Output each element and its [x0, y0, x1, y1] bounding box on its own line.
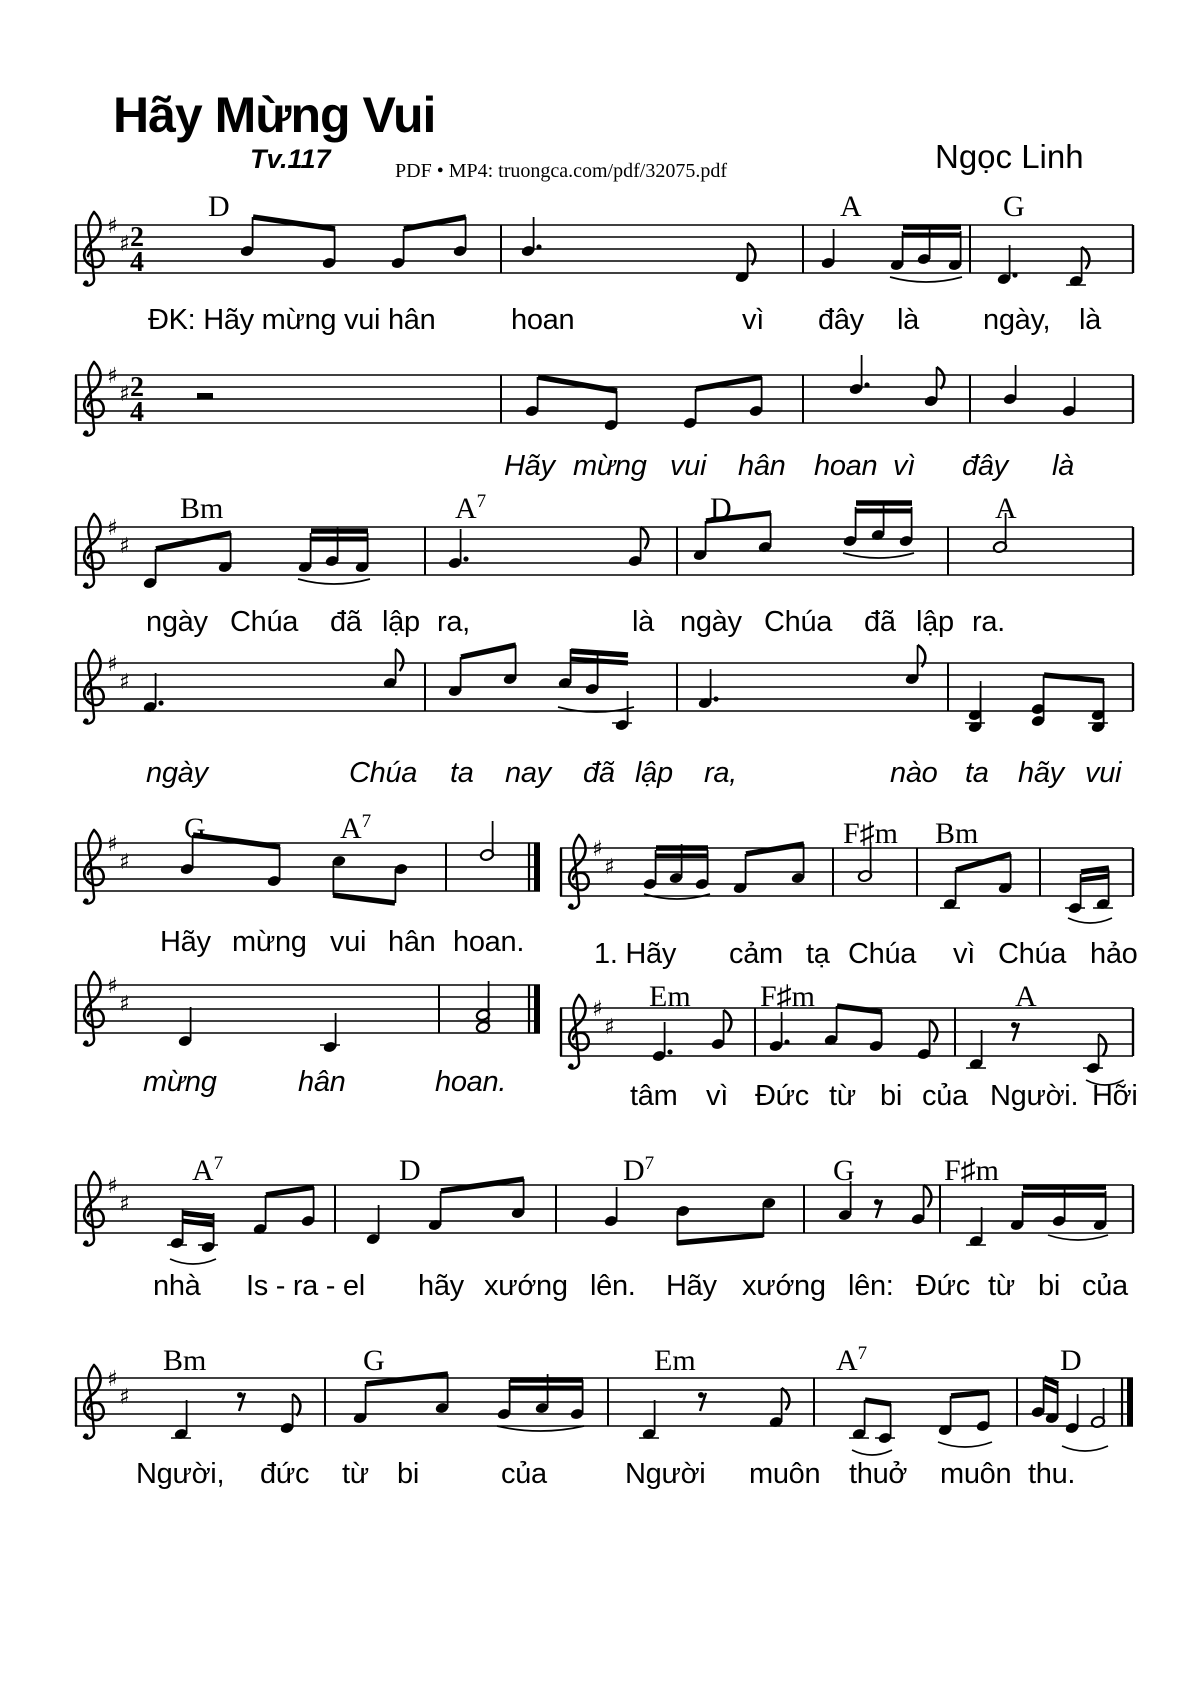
time-signature: 2	[130, 222, 144, 253]
staff	[560, 995, 1133, 1085]
sharp-icon: ♯	[592, 997, 603, 1022]
lyric-word: hãy	[1018, 757, 1064, 789]
sharp-icon: ♯	[592, 837, 603, 862]
chord-label: G	[363, 1344, 385, 1377]
augmentation-dot	[158, 700, 163, 705]
augmentation-dot	[536, 244, 541, 249]
augmentation-dot	[713, 696, 718, 701]
final-barline	[1127, 1378, 1133, 1426]
lyric-word: hân	[738, 450, 786, 482]
lyric-word: vui	[1085, 757, 1122, 789]
chord-label: $A^7$	[455, 491, 487, 525]
lyric-word: vui	[330, 926, 367, 958]
slur	[852, 1450, 892, 1455]
sharp-icon: ♯	[604, 1015, 615, 1040]
treble-clef-icon	[84, 212, 104, 267]
treble-clef-icon	[83, 1240, 88, 1245]
chord-label: $D^7$	[623, 1153, 655, 1187]
chord-label: Em	[649, 980, 691, 1013]
treble-clef-icon	[568, 1063, 573, 1068]
staff	[75, 212, 1133, 287]
chord-label: Bm	[163, 1344, 207, 1377]
lyric-word: nay	[505, 757, 551, 789]
staff	[75, 821, 540, 904]
sharp-icon: ♯	[119, 850, 130, 875]
half-rest	[197, 393, 213, 399]
lyric-word: đức	[260, 1458, 310, 1490]
sharp-icon: ♯	[604, 855, 615, 880]
lyric-word: hãy	[418, 1270, 464, 1302]
lyric-word: từ	[829, 1080, 856, 1112]
chord-label: $A^7$	[836, 1343, 868, 1377]
beam	[956, 854, 1011, 870]
lyric-word: đây	[962, 450, 1008, 482]
eighth-flag	[1099, 1034, 1107, 1056]
lyric-word: Người.	[990, 1080, 1079, 1112]
eighth-flag	[930, 1020, 938, 1042]
augmentation-dot	[463, 556, 468, 561]
lyric-word: là	[897, 304, 919, 336]
chord-label: G	[833, 1154, 855, 1187]
augmentation-dot	[864, 382, 869, 387]
eighth-flag	[782, 1388, 790, 1410]
treble-clef-icon	[83, 430, 88, 435]
eighth-rest	[1011, 1022, 1017, 1028]
chord-label: $A^7$	[340, 811, 372, 845]
staff	[75, 645, 1133, 733]
lyric-word: ngày	[146, 757, 208, 789]
augmentation-dot	[667, 1049, 672, 1054]
beam	[253, 217, 335, 229]
lyric-word: Hỡi	[1092, 1080, 1138, 1112]
slur	[1048, 1235, 1108, 1240]
lyric-word: Đức	[755, 1080, 809, 1112]
pdf-mp4-link-text: PDF • MP4: truongca.com/pdf/32075.pdf	[395, 160, 727, 182]
chord-label: A	[840, 190, 862, 223]
beam	[461, 645, 516, 657]
lyric-word: Chúa	[230, 606, 299, 638]
sharp-icon: ♯	[119, 382, 130, 407]
lyric-word: vì	[893, 450, 915, 482]
beam	[677, 1235, 763, 1243]
treble-clef-icon	[83, 718, 88, 723]
lyric-word: Hãy	[504, 450, 555, 482]
final-barline	[534, 985, 540, 1033]
lyric-word: nào	[890, 757, 938, 789]
slur	[170, 1259, 216, 1264]
lyric-word: lập	[916, 606, 954, 638]
lyric-word: từ	[988, 1270, 1015, 1302]
treble-clef-icon	[84, 650, 104, 705]
sharp-icon: ♯	[107, 364, 118, 389]
lyric-word: là	[632, 606, 654, 638]
eighth-flag	[1082, 247, 1090, 269]
lyric-word: lập	[635, 757, 673, 789]
beam	[1044, 675, 1104, 681]
chord-label: F♯m	[944, 1154, 1000, 1187]
beam	[266, 1187, 314, 1195]
lyric-word: hảo	[1090, 938, 1138, 970]
lyric-word: ra.	[972, 606, 1005, 638]
lyric-word: mừng	[232, 926, 307, 958]
chord-label: A	[995, 492, 1017, 525]
lyric-word: xướng	[742, 1270, 826, 1302]
eighth-flag	[724, 1010, 732, 1032]
lyric-word: Chúa	[349, 757, 418, 789]
eighth-flag	[641, 527, 649, 549]
lyric-word: Is - ra - el	[246, 1270, 365, 1302]
slur	[298, 579, 370, 584]
beam	[193, 835, 280, 847]
lyric-word: xướng	[484, 1270, 568, 1302]
lyric-word: Chúa	[848, 938, 917, 970]
lyric-word: của	[501, 1458, 547, 1490]
sharp-icon: ♯	[119, 1385, 130, 1410]
lyric-word: mừng	[573, 450, 647, 482]
beam	[333, 895, 395, 903]
lyric-word: thu.	[1028, 1458, 1076, 1490]
augmentation-dot	[784, 1039, 789, 1044]
lyric-word: lên.	[590, 1270, 636, 1302]
chord-label: F♯m	[843, 817, 899, 850]
lyric-word: tâm	[630, 1080, 678, 1112]
lyric-word: đã	[864, 606, 896, 638]
lyric-word: mừng	[143, 1066, 217, 1098]
sharp-icon: ♯	[107, 1174, 118, 1199]
lyric-word: tạ	[806, 938, 830, 970]
lyric-word: thuở	[849, 1458, 908, 1490]
beam	[404, 217, 466, 229]
slur	[1062, 1446, 1108, 1451]
lyric-word: bi	[397, 1458, 419, 1490]
sharp-icon: ♯	[107, 1367, 118, 1392]
staff	[75, 355, 1133, 436]
chord-label: Bm	[180, 492, 224, 525]
lyric-word: lập	[382, 606, 420, 638]
chord-label: D	[1060, 1344, 1082, 1377]
beam	[865, 1400, 891, 1404]
lyric-word: của	[922, 1080, 968, 1112]
chord-label: Em	[654, 1344, 696, 1377]
lyric-word: ngày	[680, 606, 742, 638]
lyric-word: bi	[880, 1080, 902, 1112]
treble-clef-icon	[84, 362, 104, 417]
lyric-word: ngày	[146, 606, 208, 638]
lyric-word: đã	[583, 757, 615, 789]
staff	[75, 1365, 1133, 1455]
treble-clef-icon	[569, 835, 589, 890]
lyric-word: đây	[818, 304, 864, 336]
lyric-word: vui	[670, 450, 707, 482]
slur	[843, 553, 914, 558]
lyric-word: ngày,	[983, 304, 1051, 336]
sharp-icon: ♯	[119, 992, 130, 1017]
chord-label: D	[399, 1154, 421, 1187]
eighth-flag	[937, 367, 945, 389]
lyric-word: lên:	[848, 1270, 894, 1302]
lyric-word: vì	[742, 304, 764, 336]
lyric-word: Chúa	[764, 606, 833, 638]
lyric-word: hoan.	[435, 1066, 507, 1098]
song-title: Hãy Mừng Vui	[113, 87, 436, 143]
lyric-word: là	[1052, 450, 1074, 482]
treble-clef-icon	[83, 1040, 88, 1045]
time-signature: 4	[130, 247, 144, 278]
beam	[1044, 1386, 1058, 1392]
slur	[890, 277, 962, 282]
treble-clef-icon	[84, 972, 104, 1027]
lyric-word: Hãy	[666, 1270, 717, 1302]
treble-clef-icon	[568, 903, 573, 908]
lyric-word: là	[1079, 304, 1101, 336]
lyric-word: muôn	[940, 1458, 1012, 1490]
sharp-icon: ♯	[107, 214, 118, 239]
sharp-icon: ♯	[107, 652, 118, 677]
sharp-icon: ♯	[119, 670, 130, 695]
treble-clef-icon	[84, 1172, 104, 1227]
eighth-rest	[874, 1199, 880, 1205]
lyric-word: nhà	[153, 1270, 201, 1302]
treble-clef-icon	[569, 995, 589, 1050]
lyric-word: ĐK: Hãy mừng vui hân	[148, 304, 436, 336]
lyric-word: vì	[706, 1080, 728, 1112]
lyric-word: đã	[330, 606, 362, 638]
composer-name: Ngọc Linh	[935, 138, 1084, 175]
beam	[156, 533, 231, 549]
beam	[837, 1006, 882, 1012]
lyric-word: hoan	[814, 450, 878, 482]
lyric-word: hân	[388, 926, 436, 958]
lyric-word: Người	[625, 1458, 706, 1490]
beam	[951, 1392, 989, 1396]
chord-label: $A^7$	[192, 1153, 224, 1187]
lyric-word: ra,	[704, 757, 737, 789]
eighth-flag	[396, 649, 404, 671]
chord-label: D	[208, 190, 230, 223]
lyric-word: Đức	[916, 1270, 970, 1302]
lyric-word: hoan	[511, 304, 575, 336]
sharp-icon: ♯	[107, 832, 118, 857]
lyric-word: 1. Hãy	[594, 938, 677, 970]
chord-label: Bm	[935, 817, 979, 850]
time-signature: 4	[130, 397, 144, 428]
slur	[1068, 918, 1112, 923]
lyric-word: vì	[953, 938, 975, 970]
treble-clef-icon	[84, 830, 104, 885]
time-signature: 2	[130, 372, 144, 403]
eighth-rest	[237, 1392, 243, 1398]
beam	[538, 377, 617, 391]
chord-label: G	[184, 812, 206, 845]
sharp-icon: ♯	[119, 534, 130, 559]
slur	[938, 1442, 992, 1447]
sharp-icon: ♯	[119, 1192, 130, 1217]
lyric-word: hân	[298, 1066, 346, 1098]
lyric-word: muôn	[749, 1458, 821, 1490]
sharp-icon: ♯	[119, 232, 130, 257]
psalm-reference: Tv.117	[250, 144, 331, 174]
treble-clef-icon	[83, 582, 88, 587]
staff	[75, 972, 540, 1053]
chord-label: D	[710, 492, 732, 525]
augmentation-dot	[1012, 272, 1017, 277]
treble-clef-icon	[83, 898, 88, 903]
lyric-word: Chúa	[998, 938, 1067, 970]
lyric-word: của	[1082, 1270, 1128, 1302]
lyric-word: cảm	[729, 938, 783, 970]
lyric-word: ta	[450, 757, 474, 789]
beam	[571, 651, 628, 655]
chord-label: F♯m	[760, 980, 816, 1013]
lyric-word: Hãy	[160, 926, 211, 958]
final-barline	[534, 843, 540, 891]
treble-clef-icon	[83, 1433, 88, 1438]
treble-clef-icon	[84, 514, 104, 569]
beam	[1081, 876, 1109, 880]
lyric-word: hoan.	[453, 926, 525, 958]
eighth-rest	[698, 1392, 704, 1398]
eighth-flag	[924, 1185, 932, 1207]
lyric-word: bi	[1038, 1270, 1060, 1302]
lyric-word: ta	[965, 757, 989, 789]
staff	[75, 501, 1133, 589]
lyric-word: từ	[342, 1458, 369, 1490]
treble-clef-icon	[84, 1365, 104, 1420]
lyric-word: ra,	[437, 606, 470, 638]
sharp-icon: ♯	[107, 516, 118, 541]
beam	[183, 1213, 214, 1217]
treble-clef-icon	[83, 280, 88, 285]
lyric-word: Người,	[136, 1458, 225, 1490]
beam	[746, 844, 804, 854]
chord-label: G	[1003, 190, 1025, 223]
eighth-flag	[293, 1394, 301, 1416]
sharp-icon: ♯	[107, 974, 118, 999]
beam	[1044, 1378, 1058, 1384]
chord-label: A	[1015, 980, 1037, 1013]
